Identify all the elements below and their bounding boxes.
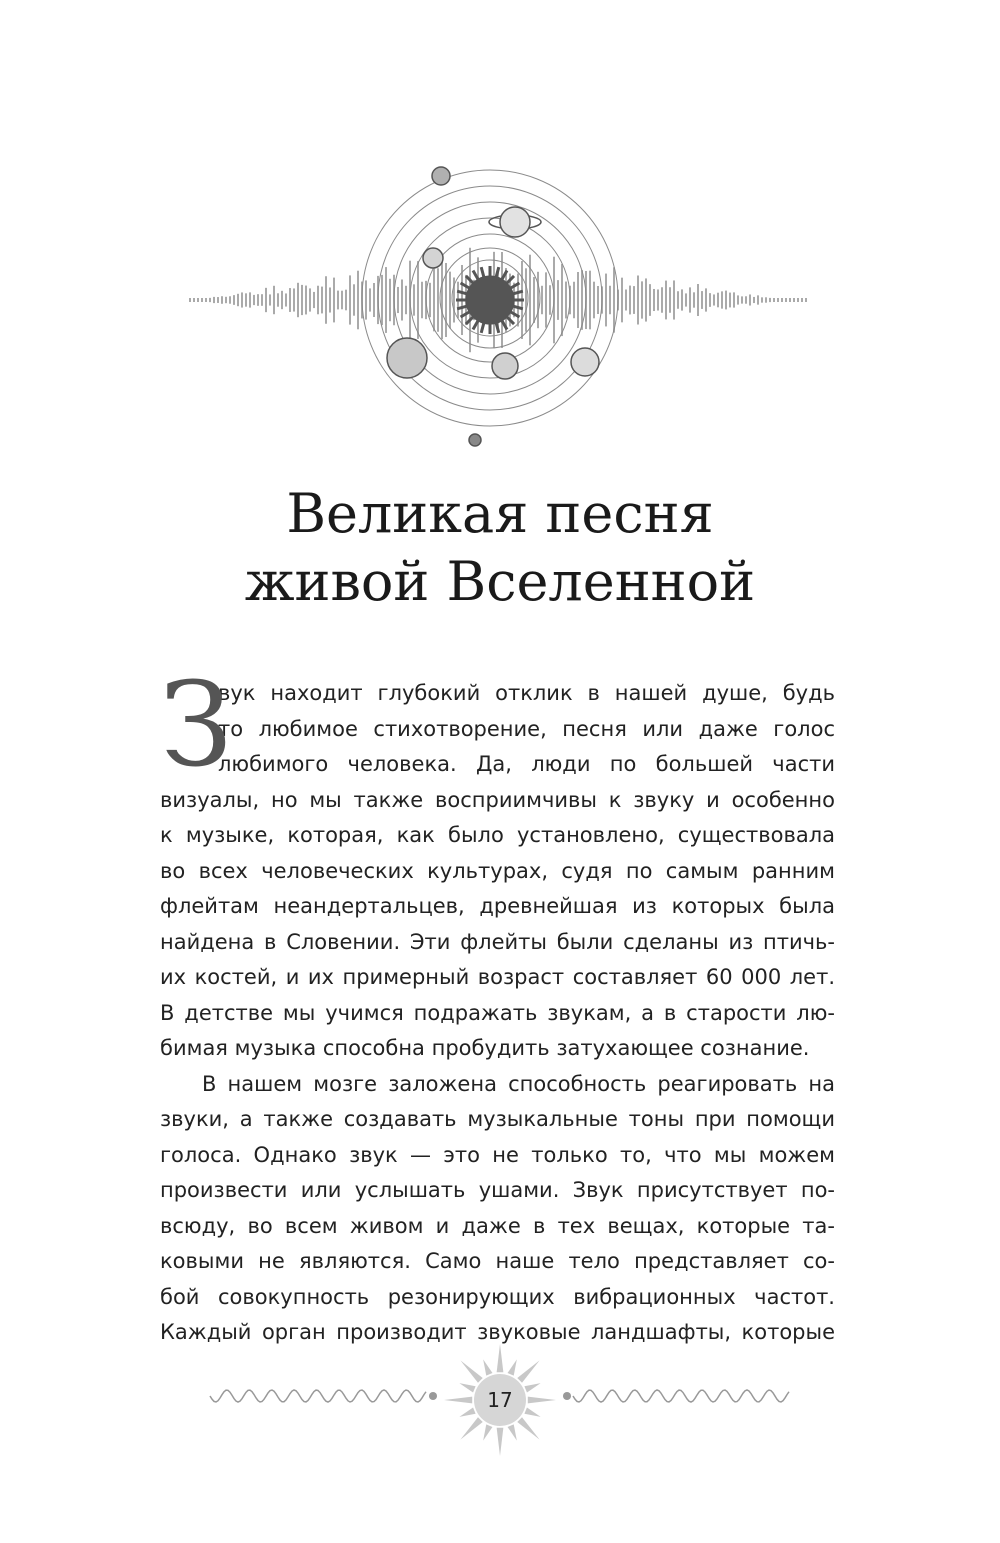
text-line: произвести или услышать ушами. Звук присутствует по-: [160, 1178, 835, 1202]
text-line: их костей, и их примерный возраст составляет 60 000 лет.: [160, 965, 835, 989]
sun-center: [456, 266, 524, 334]
text-line: любимого человека. Да, люди по большей части: [218, 752, 835, 776]
title-line-1: Великая песня: [286, 482, 714, 545]
text-line: В детстве мы учимся подражать звукам, а в старости лю-: [160, 1000, 835, 1025]
text-line: бой совокупность резонирующих вибрационных частот.: [160, 1284, 835, 1309]
text-line: найдена в Словении. Эти флейты были сделаны из птичь-: [160, 929, 835, 954]
drop-cap: З: [160, 658, 233, 793]
text-line: во всех человеческих культурах, судя по самым ранним: [160, 858, 835, 883]
text-line: всюду, во всем живом и даже в тех вещах, которые та-: [160, 1213, 835, 1238]
text-line: к музыке, которая, как было установлено, существовала: [160, 823, 835, 847]
text-line: голоса. Однако звук — это не только то, что мы можем: [160, 1142, 835, 1167]
body-text: [160, 658, 835, 1351]
page-number: 17: [487, 1388, 513, 1412]
text-line: В нашем мозге заложена способность реагировать на: [202, 1071, 835, 1096]
text-line: ковыми не являются. Само наше тело представляет со-: [160, 1249, 835, 1273]
text-line: визуалы, но мы также восприимчивы к звуку и особенно: [160, 787, 835, 812]
text-line: бимая музыка способна пробудить затухающее сознание.: [160, 1036, 810, 1060]
page-title: [0, 480, 1000, 616]
text-line: то любимое стихотворение, песня или даже голос: [218, 716, 835, 741]
text-line: Каждый орган производит звуковые ландшафты, которые: [160, 1320, 835, 1344]
wave-left: [210, 1390, 426, 1402]
solar-system-soundwave-icon: [185, 150, 815, 460]
wave-right: [573, 1390, 789, 1402]
text-line: флейтам неандертальцев, древнейшая из которых была: [160, 894, 835, 918]
text-line: звуки, а также создавать музыкальные тоны при помощи: [160, 1107, 835, 1131]
text-line: вук находит глубокий отклик в нашей душе, будь: [218, 681, 835, 705]
title-line-2: живой Вселенной: [244, 550, 756, 613]
